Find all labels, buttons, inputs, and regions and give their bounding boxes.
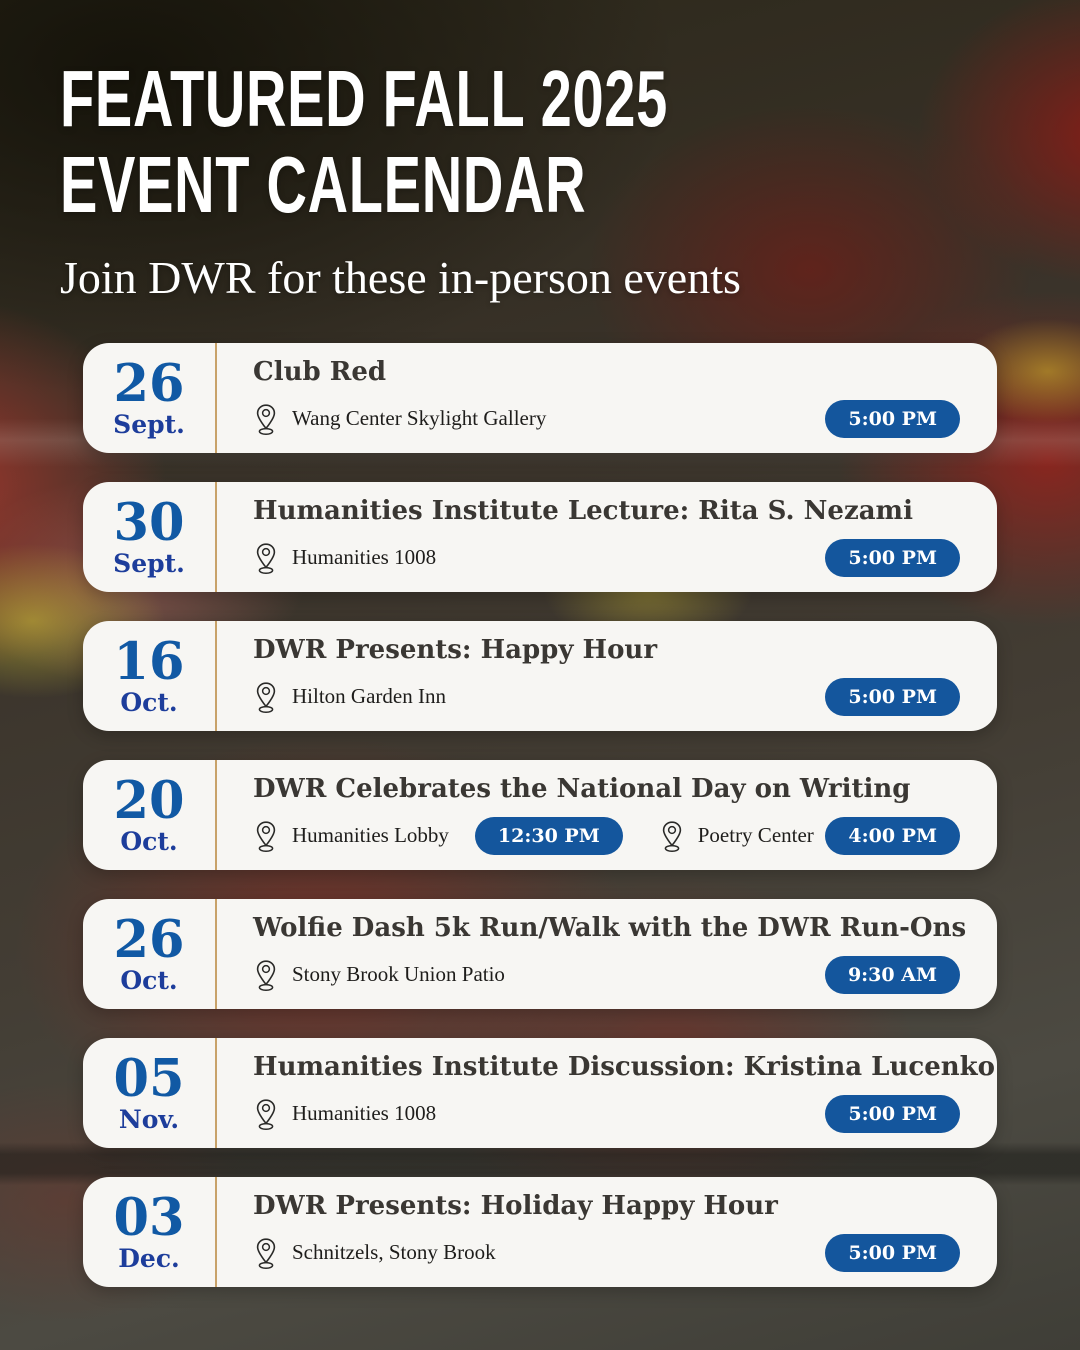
event-meta	[253, 1234, 960, 1272]
location-pin-icon	[253, 820, 279, 852]
event-title: Humanities Institute Discussion: Kristina Lucenko	[253, 1052, 995, 1083]
event-time-pill: 5:00 PM	[825, 1095, 960, 1133]
event-title: Club Red	[253, 357, 387, 388]
event-title: DWR Presents: Happy Hour	[253, 635, 658, 666]
event-location	[659, 820, 814, 852]
event-date-month: Dec.	[118, 1244, 180, 1273]
page-title-line-1: FEATURED FALL 2025	[60, 54, 668, 143]
event-time-pill: 4:00 PM	[825, 817, 960, 855]
event-meta	[253, 1095, 960, 1133]
event-date-day: 26	[113, 354, 185, 414]
location-name: Poetry Center	[697, 823, 814, 848]
event-location	[253, 403, 546, 435]
event-time-pill: 5:00 PM	[825, 678, 960, 716]
event-title: Humanities Institute Lecture: Rita S. Nezami	[253, 496, 913, 527]
event-location	[253, 1237, 496, 1269]
location-pin-icon	[253, 1237, 279, 1269]
event-card-body	[217, 1038, 997, 1148]
event-card	[83, 482, 997, 592]
location-name: Wang Center Skylight Gallery	[292, 406, 547, 431]
event-date-day: 26	[113, 910, 185, 970]
event-card-body	[217, 1177, 997, 1287]
event-title: Wolfie Dash 5k Run/Walk with the DWR Run-Ons	[253, 913, 967, 944]
event-meta	[253, 678, 960, 716]
location-name: Stony Brook Union Patio	[292, 962, 505, 987]
event-location	[253, 542, 436, 574]
event-date	[83, 760, 215, 870]
event-location	[253, 1098, 436, 1130]
event-date	[83, 899, 215, 1009]
event-date-month: Oct.	[120, 827, 178, 856]
event-list	[83, 343, 997, 1287]
event-date-day: 30	[113, 493, 185, 553]
location-name: Humanities 1008	[292, 545, 437, 570]
event-date-day: 03	[113, 1188, 185, 1248]
event-meta	[253, 956, 960, 994]
event-date	[83, 1177, 215, 1287]
event-time-pill: 9:30 AM	[825, 956, 960, 994]
event-time-pill: 12:30 PM	[475, 817, 623, 855]
event-location	[253, 681, 446, 713]
location-pin-icon	[253, 542, 279, 574]
page-title	[60, 56, 732, 227]
event-location	[253, 820, 449, 852]
location-name: Humanities 1008	[292, 1101, 437, 1126]
event-date	[83, 1038, 215, 1148]
event-title: DWR Presents: Holiday Happy Hour	[253, 1191, 778, 1222]
event-time-pill: 5:00 PM	[825, 400, 960, 438]
event-date	[83, 343, 215, 453]
event-date-month: Sept.	[113, 410, 185, 439]
event-card-body	[217, 899, 997, 1009]
event-card	[83, 760, 997, 870]
event-meta	[253, 539, 960, 577]
poster-subtitle: Join DWR for these in-person events	[60, 252, 741, 304]
event-card	[83, 343, 997, 453]
event-date-month: Oct.	[120, 688, 178, 717]
event-title: DWR Celebrates the National Day on Writing	[253, 774, 911, 805]
page-title-line-2: EVENT CALENDAR	[60, 139, 587, 229]
location-pin-icon	[253, 403, 279, 435]
event-date-month: Nov.	[118, 1105, 180, 1134]
event-time-pill: 5:00 PM	[825, 539, 960, 577]
location-name: Humanities Lobby	[292, 823, 449, 848]
poster-header	[60, 56, 1020, 304]
location-name: Hilton Garden Inn	[292, 684, 446, 709]
location-pin-icon	[253, 959, 279, 991]
event-card-body	[217, 621, 997, 731]
event-date-day: 16	[113, 632, 185, 692]
event-meta	[253, 817, 960, 855]
event-card	[83, 1038, 997, 1148]
event-card	[83, 621, 997, 731]
event-date-month: Sept.	[113, 549, 185, 578]
location-pin-icon	[659, 820, 685, 852]
event-date-month: Oct.	[120, 966, 178, 995]
event-time-pill: 5:00 PM	[825, 1234, 960, 1272]
event-date-day: 05	[113, 1049, 185, 1109]
event-card	[83, 1177, 997, 1287]
event-card-body	[217, 343, 997, 453]
event-date-day: 20	[113, 771, 185, 831]
event-location	[253, 959, 505, 991]
event-date	[83, 621, 215, 731]
location-pin-icon	[253, 681, 279, 713]
event-card	[83, 899, 997, 1009]
event-card-body	[217, 482, 997, 592]
event-meta	[253, 400, 960, 438]
location-name: Schnitzels, Stony Brook	[292, 1240, 496, 1265]
location-pin-icon	[253, 1098, 279, 1130]
event-card-body	[217, 760, 997, 870]
event-date	[83, 482, 215, 592]
